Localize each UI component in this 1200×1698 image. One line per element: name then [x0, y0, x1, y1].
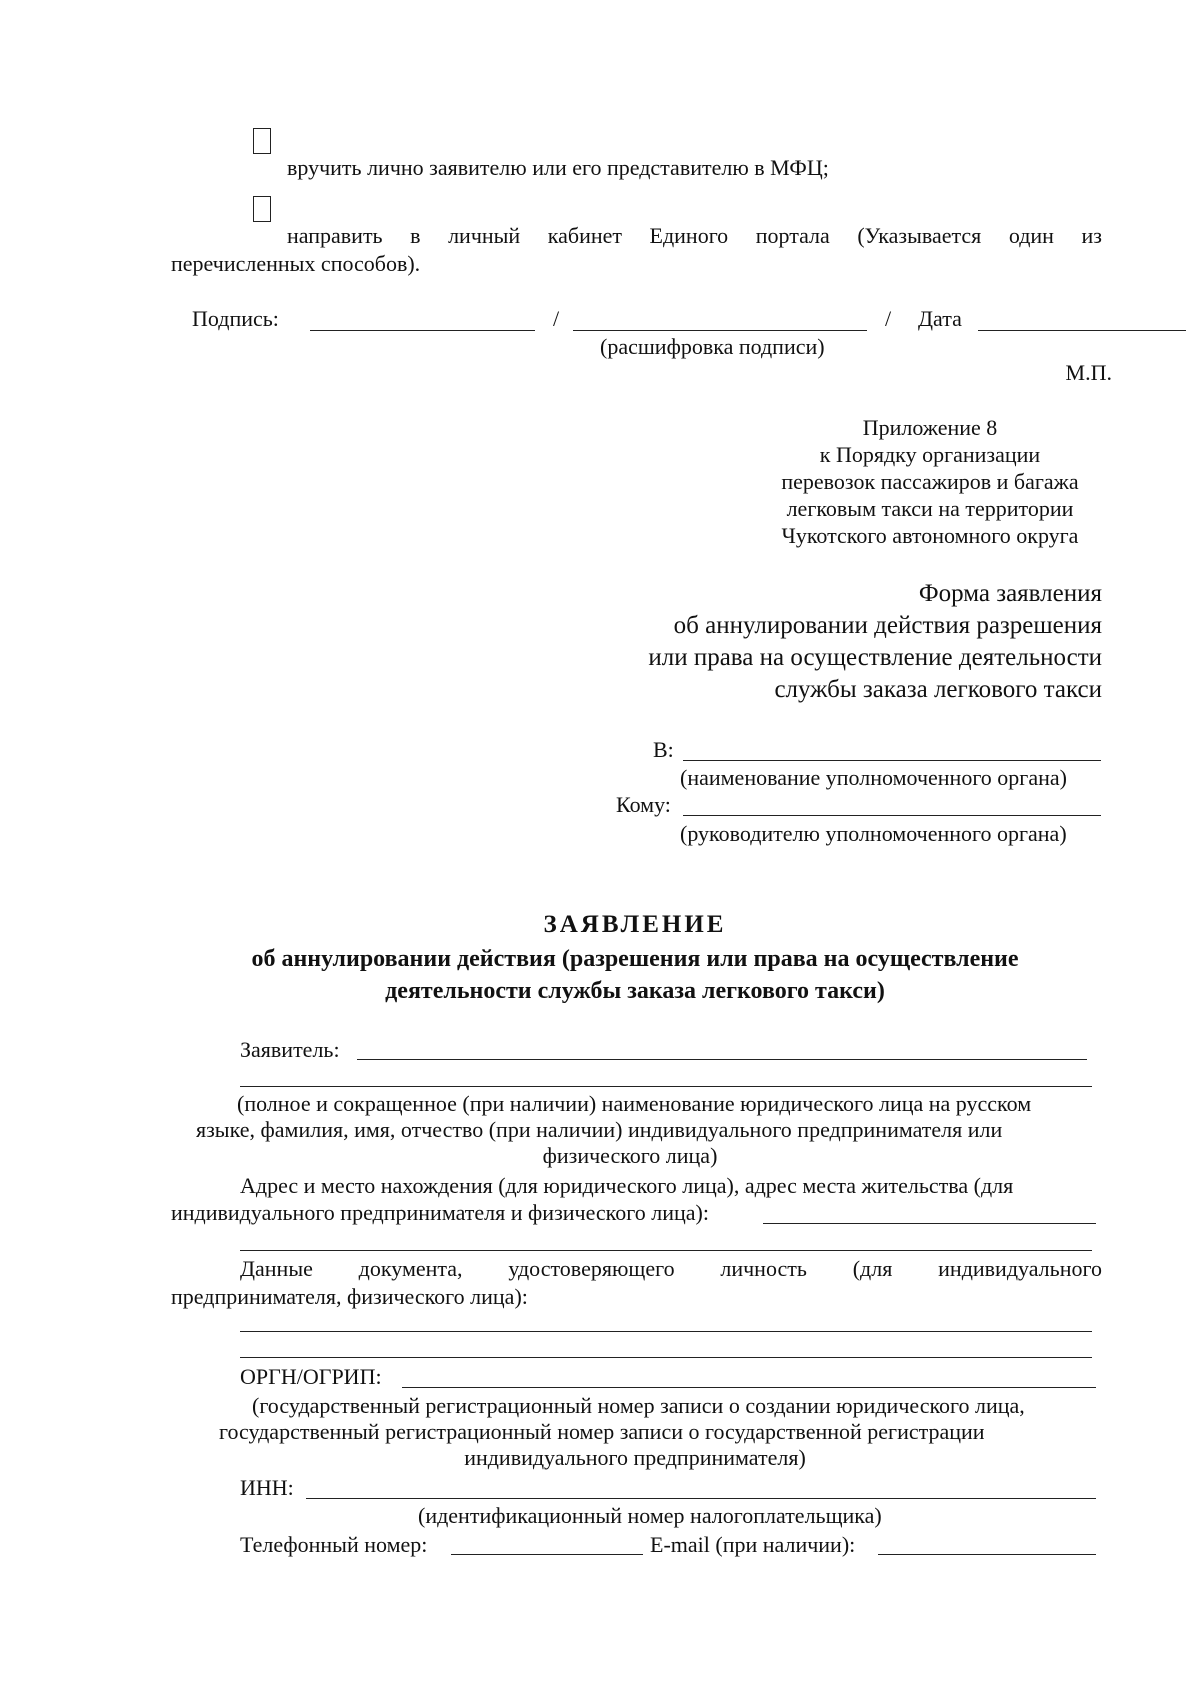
signature-decoding-caption: (расшифровка подписи)	[600, 334, 825, 359]
statement-subheading-line1: об аннулировании действия (разрешения или права на осуществление	[251, 946, 1019, 972]
document-input-2[interactable]	[240, 1357, 1092, 1358]
word: личность	[720, 1256, 807, 1281]
ogrn-caption: индивидуального предпринимателя)	[464, 1445, 806, 1470]
ogrn-caption: государственный регистрационный номер записи о государственной регистрации	[219, 1419, 985, 1444]
ogrn-caption: (государственный регистрационный номер записи о создании юридического лица,	[252, 1393, 1025, 1418]
signature-input[interactable]	[310, 330, 535, 331]
statement-subheading-line2: деятельности службы заказа легкового такси)	[385, 978, 885, 1004]
form-title-line: службы заказа легкового такси	[774, 676, 1102, 703]
applicant-input[interactable]	[357, 1059, 1087, 1060]
document-label	[240, 1256, 1102, 1282]
word: кабинет	[547, 223, 622, 248]
option-mfc-text: вручить лично заявителю или его представителю в МФЦ;	[287, 155, 829, 180]
whom-label: Кому:	[616, 792, 671, 817]
document-input[interactable]	[240, 1331, 1092, 1332]
checkbox-portal[interactable]	[253, 196, 271, 222]
option-portal-continuation: перечисленных способов).	[171, 251, 421, 276]
email-label: E-mail (при наличии):	[650, 1532, 856, 1557]
date-label: Дата	[918, 306, 962, 331]
word: (для	[852, 1256, 893, 1281]
word: в	[410, 223, 421, 248]
phone-label: Телефонный номер:	[240, 1532, 428, 1557]
word: удостоверяющего	[508, 1256, 675, 1281]
address-input-2[interactable]	[240, 1250, 1092, 1251]
word: портала	[755, 223, 830, 248]
separator: /	[553, 306, 560, 331]
appendix-line: Приложение 8	[862, 415, 998, 440]
appendix-line: перевозок пассажиров и багажа	[781, 469, 1079, 494]
applicant-input-2[interactable]	[240, 1086, 1092, 1087]
date-input[interactable]	[978, 330, 1186, 331]
form-title-line: об аннулировании действия разрешения	[673, 612, 1102, 639]
form-title-line: или права на осуществление деятельности	[648, 644, 1102, 671]
word: Единого	[649, 223, 729, 248]
to-caption: (наименование уполномоченного органа)	[680, 765, 1067, 790]
phone-input[interactable]	[451, 1554, 643, 1555]
address-label-cont: индивидуального предпринимателя и физического лица):	[171, 1200, 709, 1225]
address-label: Адрес и место нахождения (для юридического лица), адрес места жительства (для	[240, 1173, 1014, 1198]
inn-caption: (идентификационный номер налогоплательщика)	[418, 1503, 882, 1528]
word: индивидуального	[938, 1256, 1102, 1281]
signature-decoding-input[interactable]	[573, 330, 867, 331]
whom-caption: (руководителю уполномоченного органа)	[680, 821, 1067, 846]
applicant-caption: (полное и сокращенное (при наличии) наименование юридического лица на русском	[237, 1091, 1032, 1116]
appendix-line: легковым такси на территории	[786, 496, 1074, 521]
appendix-line: к Порядку организации	[819, 442, 1041, 467]
email-input[interactable]	[878, 1554, 1096, 1555]
seal-label: М.П.	[1065, 360, 1112, 385]
word: личный	[448, 223, 521, 248]
applicant-caption: языке, фамилия, имя, отчество (при наличии) индивидуального предпринимателя или	[196, 1117, 1003, 1142]
statement-heading: ЗАЯВЛЕНИЕ	[543, 911, 727, 938]
word: Данные	[240, 1256, 313, 1281]
document-label-cont: предпринимателя, физического лица):	[171, 1284, 528, 1309]
word: один	[1008, 223, 1054, 248]
inn-input[interactable]	[306, 1498, 1096, 1499]
address-input[interactable]	[763, 1223, 1096, 1224]
to-label: В:	[653, 737, 674, 762]
word: направить	[287, 223, 383, 248]
applicant-caption: физического лица)	[542, 1143, 718, 1168]
word: документа,	[358, 1256, 463, 1281]
inn-label: ИНН:	[240, 1475, 294, 1500]
whom-input[interactable]	[683, 815, 1101, 816]
word: (Указывается	[857, 223, 982, 248]
separator: /	[885, 306, 892, 331]
option-portal-text	[287, 223, 1102, 249]
to-input[interactable]	[683, 760, 1101, 761]
appendix-line: Чукотского автономного округа	[781, 523, 1079, 548]
applicant-label: Заявитель:	[240, 1037, 340, 1062]
signature-label: Подпись:	[192, 306, 279, 331]
form-title-line: Форма заявления	[918, 580, 1102, 607]
word: из	[1081, 223, 1102, 248]
checkbox-mfc[interactable]	[253, 128, 271, 154]
ogrn-label: ОРГН/ОГРИП:	[240, 1364, 382, 1389]
ogrn-input[interactable]	[402, 1387, 1096, 1388]
